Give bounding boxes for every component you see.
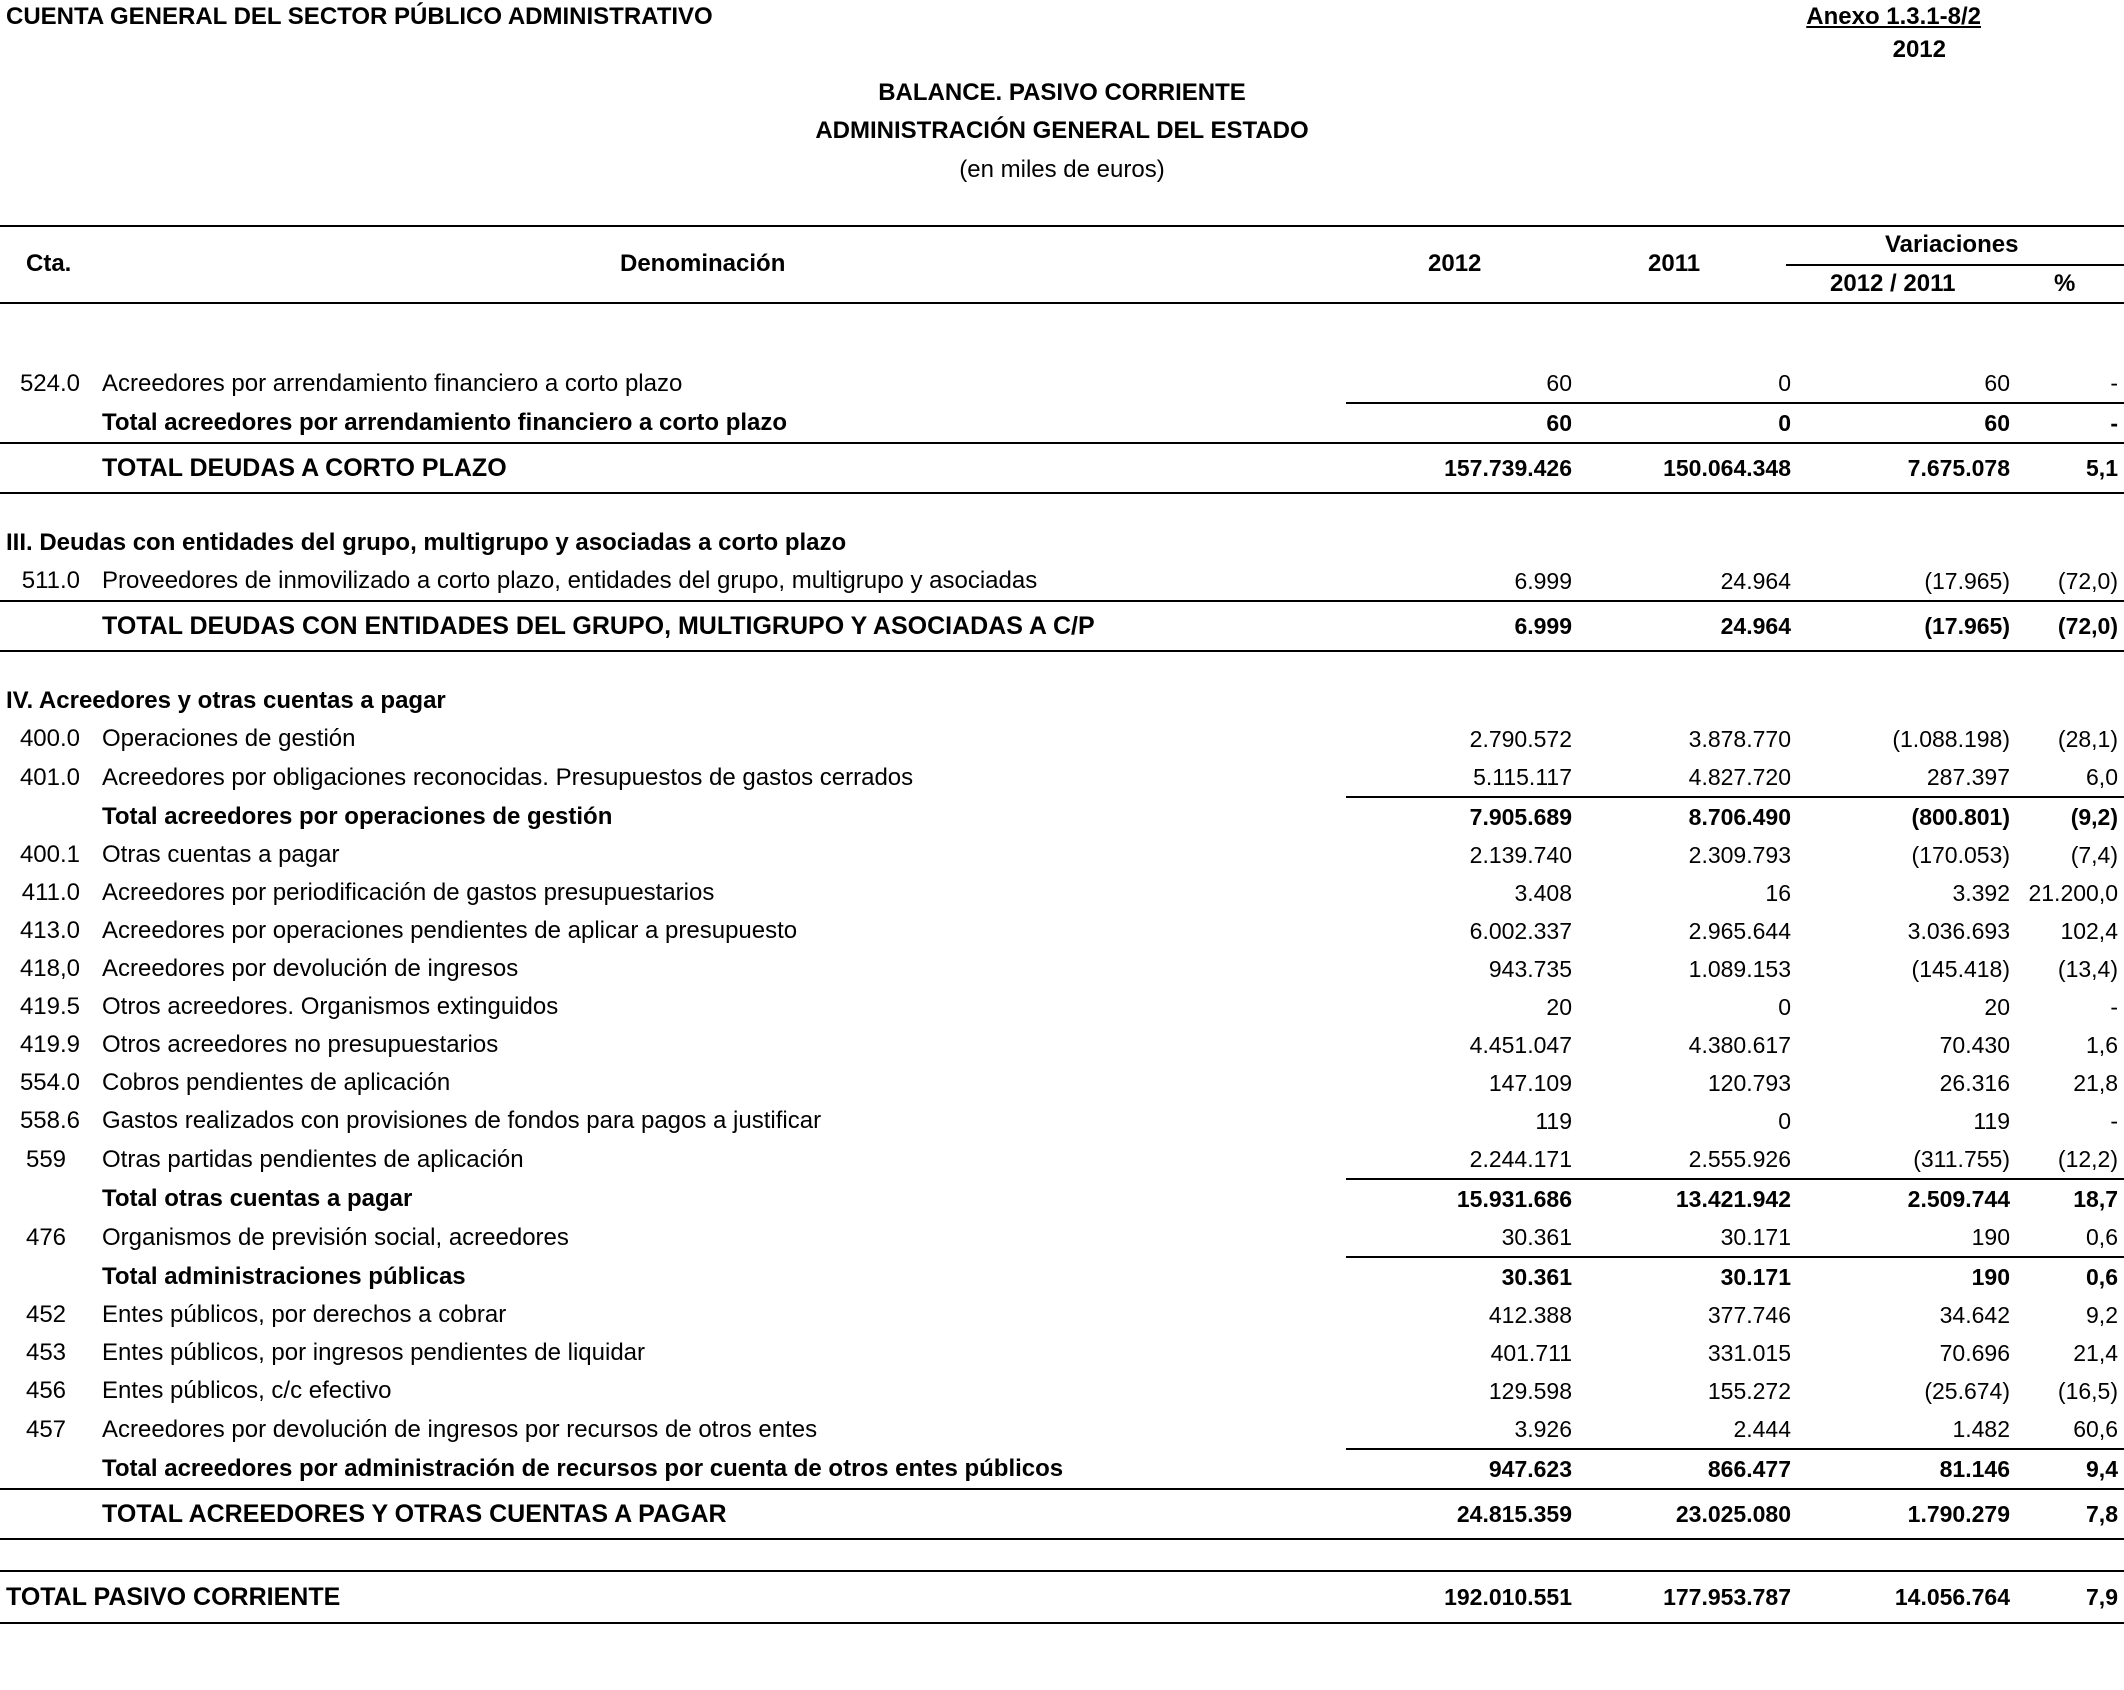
- value-2011: 0: [1778, 994, 1791, 1020]
- balance-table: [0, 334, 2124, 1624]
- value-2012: 147.109: [1488, 1070, 1572, 1096]
- variation-amount: 287.397: [1795, 758, 2014, 797]
- account-name: Acreedores por arrendamiento financiero a corto plazo: [102, 369, 683, 397]
- account-name: Total acreedores por operaciones de gestión: [102, 802, 613, 830]
- report-title: BALANCE. PASIVO CORRIENTE: [878, 79, 1246, 106]
- account-name: Proveedores de inmovilizado a corto plazo, entidades del grupo, multigrupo y asociadas: [102, 567, 1038, 594]
- value-2011: 8.706.490: [1688, 804, 1791, 830]
- account-code: [0, 1449, 92, 1489]
- spacer-cell: [0, 651, 2124, 682]
- account-code: 456: [25, 1377, 67, 1404]
- table-row: [0, 1102, 2124, 1140]
- value-2011: 0: [1576, 364, 1795, 403]
- account-code: 476: [25, 1223, 67, 1251]
- grand-total-row: [0, 1571, 2124, 1623]
- spacer-row: [0, 493, 2124, 524]
- account-name: Total administraciones públicas: [102, 1262, 466, 1290]
- account-code: 453: [25, 1339, 67, 1366]
- account-name: Acreedores por obligaciones reconocidas. Presupuestos de gastos cerrados: [102, 763, 914, 791]
- value-2012: 7.905.689: [1469, 804, 1572, 830]
- account-code: 401.0: [19, 763, 80, 791]
- variation-amount: 14.056.764: [1795, 1571, 2014, 1623]
- table-row: [0, 1064, 2124, 1102]
- account-name: Acreedores por devolución de ingresos: [102, 955, 519, 982]
- value-2012: 6.999: [1514, 568, 1572, 594]
- value-2011: 30.171: [1576, 1218, 1795, 1257]
- account-code: [0, 601, 92, 651]
- grand-total-label: TOTAL PASIVO CORRIENTE: [0, 1571, 1346, 1623]
- variation-percent: -: [2110, 410, 2118, 436]
- variation-amount: 3.036.693: [1907, 918, 2010, 944]
- variation-amount: 3.392: [1952, 880, 2010, 906]
- variation-amount: 81.146: [1939, 1456, 2010, 1482]
- col-header-variaciones: Variaciones: [1885, 231, 2019, 258]
- table-top-rule: [0, 225, 2124, 227]
- account-name: Operaciones de gestión: [102, 725, 356, 752]
- value-2011: 331.015: [1707, 1340, 1791, 1366]
- account-name: Entes públicos, por derechos a cobrar: [102, 1301, 507, 1328]
- subtotal-row: [0, 1257, 2124, 1296]
- spacer-cell: [0, 1539, 2124, 1571]
- account-code: [0, 1489, 92, 1539]
- table-row: [0, 1026, 2124, 1064]
- account-name: Otros acreedores no presupuestarios: [102, 1031, 499, 1058]
- account-name: TOTAL ACREEDORES Y OTRAS CUENTAS A PAGAR: [92, 1489, 1346, 1539]
- table-row: [0, 912, 2124, 950]
- value-2011: 23.025.080: [1576, 1489, 1795, 1539]
- total-row: [0, 443, 2124, 493]
- total-row: [0, 601, 2124, 651]
- account-code: 524.0: [19, 369, 80, 397]
- value-2011: 16: [1765, 880, 1791, 906]
- value-2011: 2.444: [1576, 1410, 1795, 1449]
- value-2011: 2.965.644: [1688, 918, 1791, 944]
- variation-percent: 0,6: [2086, 1264, 2118, 1290]
- variation-percent: (12,2): [2014, 1140, 2124, 1179]
- value-2011: 2.555.926: [1576, 1140, 1795, 1179]
- account-code: [0, 443, 92, 493]
- value-2011: 24.964: [1720, 568, 1791, 594]
- value-2012: 4.451.047: [1469, 1032, 1572, 1058]
- value-2011: 4.827.720: [1576, 758, 1795, 797]
- account-name: Gastos realizados con provisiones de fondos para pagos a justificar: [102, 1107, 822, 1134]
- variation-percent: 21,4: [2073, 1340, 2118, 1366]
- variation-amount: 7.675.078: [1795, 443, 2014, 493]
- account-code: 400.0: [19, 725, 80, 752]
- account-code: 457: [25, 1415, 67, 1443]
- col-header-var-abs: 2012 / 2011: [1830, 270, 1956, 297]
- value-2012: 129.598: [1488, 1378, 1572, 1404]
- value-2011: 177.953.787: [1576, 1571, 1795, 1623]
- variation-percent: -: [2014, 364, 2124, 403]
- variation-percent: (13,4): [2057, 956, 2118, 982]
- variation-amount: (1.088.198): [1892, 726, 2010, 752]
- value-2011: 13.421.942: [1675, 1186, 1791, 1212]
- section-heading-row: [0, 682, 2124, 720]
- variation-percent: 60,6: [2014, 1410, 2124, 1449]
- variation-percent: 7,9: [2014, 1571, 2124, 1623]
- account-name: TOTAL DEUDAS A CORTO PLAZO: [92, 443, 1346, 493]
- value-2012: 24.815.359: [1346, 1489, 1576, 1539]
- account-code: 419.9: [19, 1031, 80, 1058]
- spacer-row: [0, 651, 2124, 682]
- table-row: [0, 988, 2124, 1026]
- value-2012: 3.926: [1346, 1410, 1576, 1449]
- subtotal-row: [0, 403, 2124, 443]
- value-2012: 2.139.740: [1469, 842, 1572, 868]
- variation-percent: (72,0): [2057, 568, 2118, 594]
- account-code: 411.0: [21, 879, 80, 906]
- table-header-bottom-rule: [0, 302, 2124, 304]
- variation-percent: (16,5): [2057, 1378, 2118, 1404]
- variation-amount: 20: [1984, 994, 2010, 1020]
- account-code: 559: [25, 1145, 67, 1173]
- variation-amount: 70.430: [1939, 1032, 2010, 1058]
- value-2011: 1.089.153: [1688, 956, 1791, 982]
- account-name: Total acreedores por arrendamiento financiero a corto plazo: [102, 408, 788, 436]
- table-row: [0, 1372, 2124, 1410]
- value-2011: 2.309.793: [1688, 842, 1791, 868]
- total-row: [0, 1489, 2124, 1539]
- spacer-row: [0, 1539, 2124, 1571]
- variation-percent: (7,4): [2070, 842, 2118, 868]
- annex-reference: Anexo 1.3.1-8/2: [1806, 3, 1981, 30]
- account-name: Otros acreedores. Organismos extinguidos: [102, 993, 559, 1020]
- balance-table-body: [0, 334, 2124, 1623]
- variation-amount: 26.316: [1939, 1070, 2010, 1096]
- variation-amount: (17.965): [1924, 568, 2010, 594]
- value-2011: 3.878.770: [1688, 726, 1791, 752]
- account-code: 418,0: [19, 955, 80, 982]
- value-2011: 155.272: [1707, 1378, 1791, 1404]
- variation-percent: 0,6: [2014, 1218, 2124, 1257]
- value-2011: 120.793: [1707, 1070, 1791, 1096]
- value-2011: 866.477: [1707, 1456, 1791, 1482]
- account-name: Acreedores por operaciones pendientes de aplicar a presupuesto: [102, 917, 798, 944]
- account-code: 452: [25, 1301, 67, 1328]
- variation-amount: (170.053): [1911, 842, 2010, 868]
- variation-percent: (72,0): [2014, 601, 2124, 651]
- table-row: [0, 1296, 2124, 1334]
- value-2012: 2.244.171: [1346, 1140, 1576, 1179]
- account-name: Total acreedores por administración de recursos por cuenta de otros entes públicos: [102, 1454, 1064, 1482]
- table-row: [0, 950, 2124, 988]
- value-2012: 60: [1346, 364, 1576, 403]
- variation-percent: 21.200,0: [2028, 880, 2118, 906]
- value-2011: 24.964: [1576, 601, 1795, 651]
- variation-amount: 190: [1795, 1218, 2014, 1257]
- value-2012: 6.002.337: [1469, 918, 1572, 944]
- variation-amount: 1.790.279: [1795, 1489, 2014, 1539]
- value-2012: 20: [1546, 994, 1572, 1020]
- table-row: [0, 364, 2124, 403]
- variaciones-rule: [1786, 264, 2124, 266]
- report-subtitle: ADMINISTRACIÓN GENERAL DEL ESTADO: [815, 117, 1309, 144]
- value-2012: 412.388: [1488, 1302, 1572, 1328]
- value-2012: 5.115.117: [1346, 758, 1576, 797]
- account-code: 419.5: [19, 993, 80, 1020]
- account-name: Total otras cuentas a pagar: [102, 1184, 413, 1212]
- table-row: [0, 758, 2124, 797]
- value-2012: 3.408: [1514, 880, 1572, 906]
- spacer-cell: [0, 334, 2124, 364]
- value-2011: 0: [1778, 410, 1791, 436]
- value-2012: 6.999: [1346, 601, 1576, 651]
- table-row: [0, 562, 2124, 601]
- account-name: Entes públicos, c/c efectivo: [102, 1377, 392, 1404]
- variation-amount: 34.642: [1939, 1302, 2010, 1328]
- account-code: [0, 797, 92, 836]
- account-code: 558.6: [19, 1107, 80, 1134]
- value-2011: 30.171: [1720, 1264, 1791, 1290]
- document-year: 2012: [1892, 36, 1946, 63]
- account-code: [0, 403, 92, 443]
- value-2012: 60: [1546, 410, 1572, 436]
- spacer-row: [0, 334, 2124, 364]
- variation-amount: 119: [1973, 1108, 2010, 1134]
- table-row: [0, 1410, 2124, 1449]
- variation-percent: 1,6: [2086, 1032, 2118, 1058]
- variation-percent: 5,1: [2014, 443, 2124, 493]
- value-2012: 157.739.426: [1346, 443, 1576, 493]
- account-name: Otras partidas pendientes de aplicación: [102, 1145, 524, 1173]
- subtotal-row: [0, 1179, 2124, 1218]
- account-name: Entes públicos, por ingresos pendientes de liquidar: [102, 1339, 646, 1366]
- subtotal-row: [0, 797, 2124, 836]
- account-name: Acreedores por periodificación de gastos presupuestarios: [102, 879, 715, 906]
- spacer-cell: [0, 493, 2124, 524]
- value-2012: 30.361: [1346, 1218, 1576, 1257]
- variation-percent: (28,1): [2057, 726, 2118, 752]
- value-2012: 30.361: [1501, 1264, 1572, 1290]
- variation-amount: 1.482: [1795, 1410, 2014, 1449]
- col-header-2011: 2011: [1648, 250, 1701, 277]
- variation-percent: -: [2110, 994, 2118, 1020]
- value-2011: 0: [1778, 1108, 1791, 1134]
- section-heading-row: [0, 524, 2124, 562]
- variation-amount: (25.674): [1924, 1378, 2010, 1404]
- variation-amount: (145.418): [1911, 956, 2010, 982]
- account-name: Cobros pendientes de aplicación: [102, 1069, 451, 1096]
- variation-amount: 60: [1795, 364, 2014, 403]
- account-code: [0, 1179, 92, 1218]
- account-code: 413.0: [19, 917, 80, 944]
- value-2012: 192.010.551: [1346, 1571, 1576, 1623]
- table-row: [0, 1218, 2124, 1257]
- table-row: [0, 1140, 2124, 1179]
- variation-amount: 70.696: [1939, 1340, 2010, 1366]
- variation-percent: 102,4: [2060, 918, 2118, 944]
- account-code: 554.0: [19, 1069, 80, 1096]
- col-header-denominacion: Denominación: [620, 250, 786, 277]
- document-org-title: CUENTA GENERAL DEL SECTOR PÚBLICO ADMINISTRATIVO: [6, 3, 713, 30]
- value-2011: 150.064.348: [1576, 443, 1795, 493]
- col-header-var-pct: %: [2054, 270, 2076, 297]
- variation-percent: 18,7: [2073, 1186, 2118, 1212]
- variation-amount: (800.801): [1911, 804, 2010, 830]
- value-2012: 119: [1535, 1108, 1572, 1134]
- variation-amount: (17.965): [1795, 601, 2014, 651]
- variation-percent: 7,8: [2014, 1489, 2124, 1539]
- value-2012: 943.735: [1488, 956, 1572, 982]
- section-heading: IV. Acreedores y otras cuentas a pagar: [6, 687, 446, 714]
- variation-percent: 9,2: [2086, 1302, 2118, 1328]
- value-2012: 2.790.572: [1469, 726, 1572, 752]
- variation-percent: (9,2): [2070, 804, 2118, 830]
- col-header-cta: Cta.: [26, 250, 72, 277]
- col-header-2012: 2012: [1428, 250, 1482, 277]
- variation-percent: -: [2110, 1108, 2118, 1134]
- account-code: 400.1: [19, 841, 80, 868]
- section-heading: III. Deudas con entidades del grupo, multigrupo y asociadas a corto plazo: [6, 529, 847, 556]
- variation-percent: 9,4: [2086, 1456, 2118, 1482]
- variation-percent: 6,0: [2014, 758, 2124, 797]
- value-2012: 947.623: [1488, 1456, 1572, 1482]
- table-row: [0, 1334, 2124, 1372]
- value-2012: 401.711: [1490, 1340, 1572, 1366]
- account-name: TOTAL DEUDAS CON ENTIDADES DEL GRUPO, MULTIGRUPO Y ASOCIADAS A C/P: [92, 601, 1346, 651]
- report-units: (en miles de euros): [959, 156, 1165, 183]
- value-2012: 15.931.686: [1456, 1186, 1572, 1212]
- account-code: [0, 1257, 92, 1296]
- table-row: [0, 874, 2124, 912]
- variation-amount: 2.509.744: [1907, 1186, 2010, 1212]
- value-2011: 377.746: [1707, 1302, 1791, 1328]
- table-row: [0, 720, 2124, 758]
- account-name: Organismos de previsión social, acreedores: [102, 1223, 569, 1251]
- variation-amount: 60: [1984, 410, 2010, 436]
- variation-amount: 190: [1971, 1264, 2010, 1290]
- variation-percent: 21,8: [2073, 1070, 2118, 1096]
- account-name: Otras cuentas a pagar: [102, 841, 340, 868]
- account-name: Acreedores por devolución de ingresos por recursos de otros entes: [102, 1415, 818, 1443]
- account-code: 511.0: [21, 567, 80, 594]
- subtotal-row: [0, 1449, 2124, 1489]
- variation-amount: (311.755): [1795, 1140, 2014, 1179]
- value-2011: 4.380.617: [1688, 1032, 1791, 1058]
- table-row: [0, 836, 2124, 874]
